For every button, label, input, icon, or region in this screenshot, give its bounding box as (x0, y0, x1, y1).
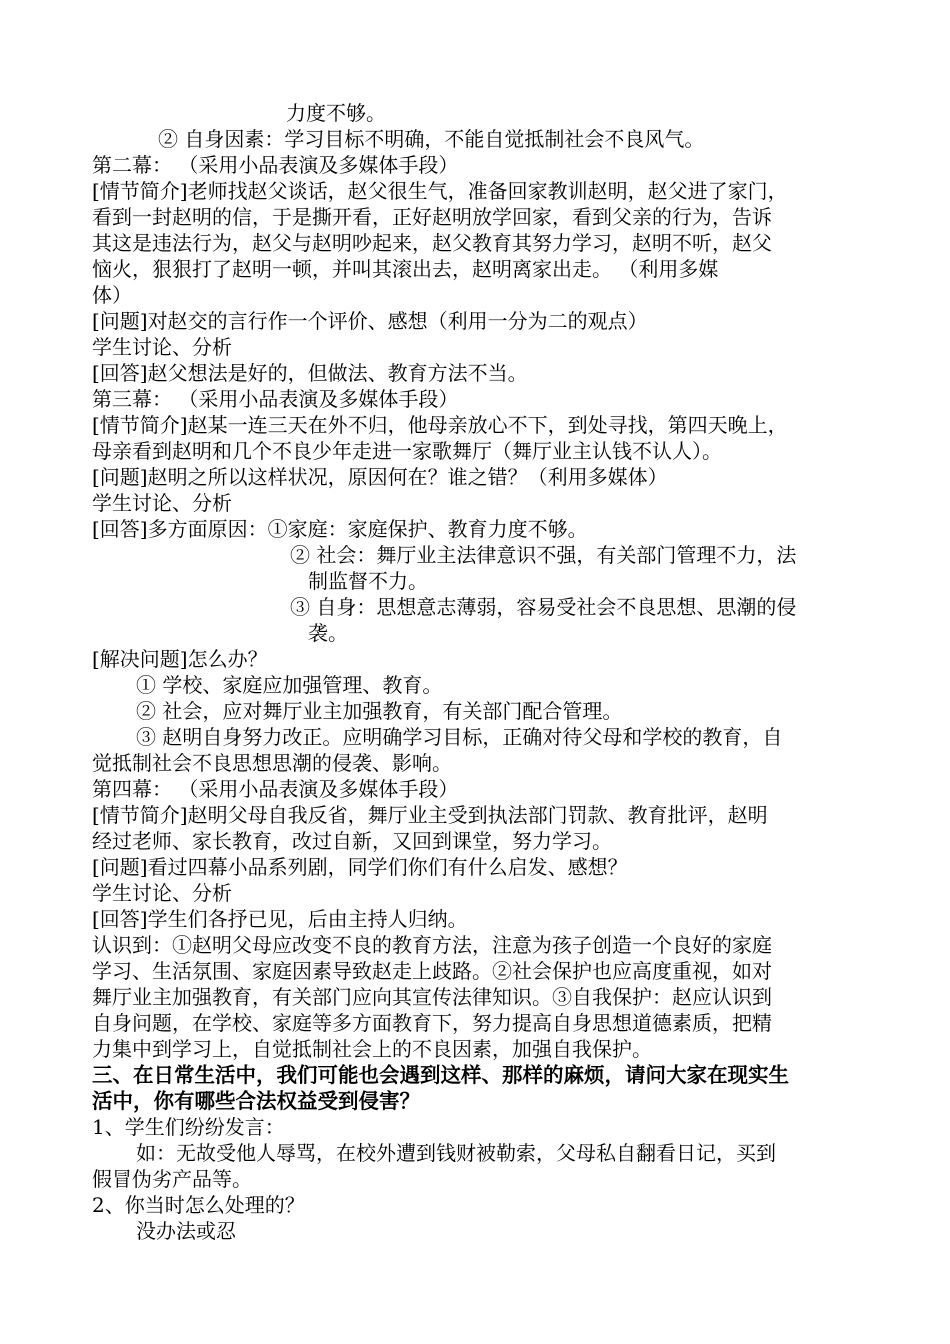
text-line: 第三幕： （采用小品表演及多媒体手段） (92, 387, 459, 411)
text-line: [情节简介]赵明父母自我反省，舞厅业主受到执法部门罚款、教育批评，赵明 (92, 803, 768, 827)
text-line: 学生讨论、分析 (92, 335, 232, 359)
text-line: [情节简介]赵某一连三天在外不归，他母亲放心不下，到处寻找，第四天晚上， (92, 413, 788, 437)
text-line: 觉抵制社会不良思想思潮的侵袭、影响。 (92, 751, 452, 775)
text-line: 认识到：①赵明父母应改变不良的教育方法，注意为孩子创造一个良好的家庭 (92, 933, 772, 957)
text-line: [回答]学生们各抒已见，后由主持人归纳。 (92, 907, 468, 931)
text-line: ② 自身因素：学习目标不明确，不能自觉抵制社会不良风气。 (158, 127, 705, 151)
text-line: [问题]对赵交的言行作一个评价、感想（利用一分为二的观点） (92, 309, 648, 333)
text-line: 其这是违法行为，赵父与赵明吵起来，赵父教育其努力学习，赵明不听，赵父 (92, 231, 772, 255)
section-heading: 三、在日常生活中，我们可能也会遇到这样、那样的麻烦，请问大家在现实生 (92, 1063, 789, 1087)
text-line: 学习、生活氛围、家庭因素导致赵走上歧路。②社会保护也应高度重视，如对 (92, 959, 772, 983)
text-line: ② 社会：舞厅业主法律意识不强，有关部门管理不力，法 (290, 543, 797, 567)
text-line: [回答]赵父想法是好的，但做法、教育方法不当。 (92, 361, 528, 385)
text-line: 恼火，狠狠打了赵明一顿，并叫其滚出去，赵明离家出走。 （利用多媒 (92, 257, 719, 281)
text-line: [问题]赵明之所以这样状况，原因何在？谁之错？（利用多媒体） (92, 465, 668, 489)
text-line: [问题]看过四幕小品系列剧，同学们你们有什么启发、感想？ (92, 855, 628, 879)
text-line: 经过老师、家长教育，改过自新，又回到课堂，努力学习。 (92, 829, 612, 853)
text-line: 力集中到学习上，自觉抵制社会上的不良因素，加强自我保护。 (92, 1037, 652, 1061)
text-line: 如：无故受他人辱骂，在校外遭到钱财被勒索，父母私自翻看日记，买到 (136, 1141, 776, 1165)
section-heading: 活中，你有哪些合法权益受到侵害？ (92, 1089, 420, 1113)
text-line: ③ 赵明自身努力改正。应明确学习目标，正确对待父母和学校的教育，自 (136, 725, 783, 749)
text-line: 袭。 (308, 621, 348, 645)
text-line: 力度不够。 (286, 101, 386, 125)
text-line: 2、你当时怎么处理的？ (92, 1193, 305, 1217)
text-line (92, 178, 864, 204)
text-line: 制监督不力。 (308, 569, 428, 593)
text-line: 看到一封赵明的信，于是撕开看，正好赵明放学回家，看到父亲的行为，告诉 (92, 205, 772, 229)
text-line: ① 学校、家庭应加强管理、教育。 (136, 673, 443, 697)
text-line: ③ 自身：思想意志薄弱，容易受社会不良思想、思潮的侵 (290, 595, 797, 619)
text-line: 第二幕： （采用小品表演及多媒体手段） (92, 153, 459, 177)
text-line: 学生讨论、分析 (92, 881, 232, 905)
text-line: 1、学生们纷纷发言： (92, 1115, 285, 1139)
text-line: [回答]多方面原因：①家庭：家庭保护、教育力度不够。 (92, 517, 588, 541)
text-line: 母亲看到赵明和几个不良少年走进一家歌舞厅（舞厅业主认钱不认人）。 (92, 439, 722, 463)
text-line: 假冒伪劣产品等。 (92, 1167, 252, 1191)
text-line: [解决问题]怎么办？ (92, 647, 268, 671)
text-line: 第四幕： （采用小品表演及多媒体手段） (92, 777, 459, 801)
text-line: 没办法或忍 (136, 1219, 236, 1243)
text-line: 舞厅业主加强教育，有关部门应向其宣传法律知识。③自我保护：赵应认识到 (92, 985, 772, 1009)
text-line: ② 社会，应对舞厅业主加强教育，有关部门配合管理。 (136, 699, 623, 723)
text-line: 体） (92, 283, 132, 307)
text-line: 自身问题，在学校、家庭等多方面教育下，努力提高自身思想道德素质，把精 (92, 1011, 772, 1035)
text-line: 学生讨论、分析 (92, 491, 232, 515)
text-line-content: [情节简介]老师找赵父谈话，赵父很生气，准备回家教训赵明，赵父进了家门， (92, 179, 788, 203)
